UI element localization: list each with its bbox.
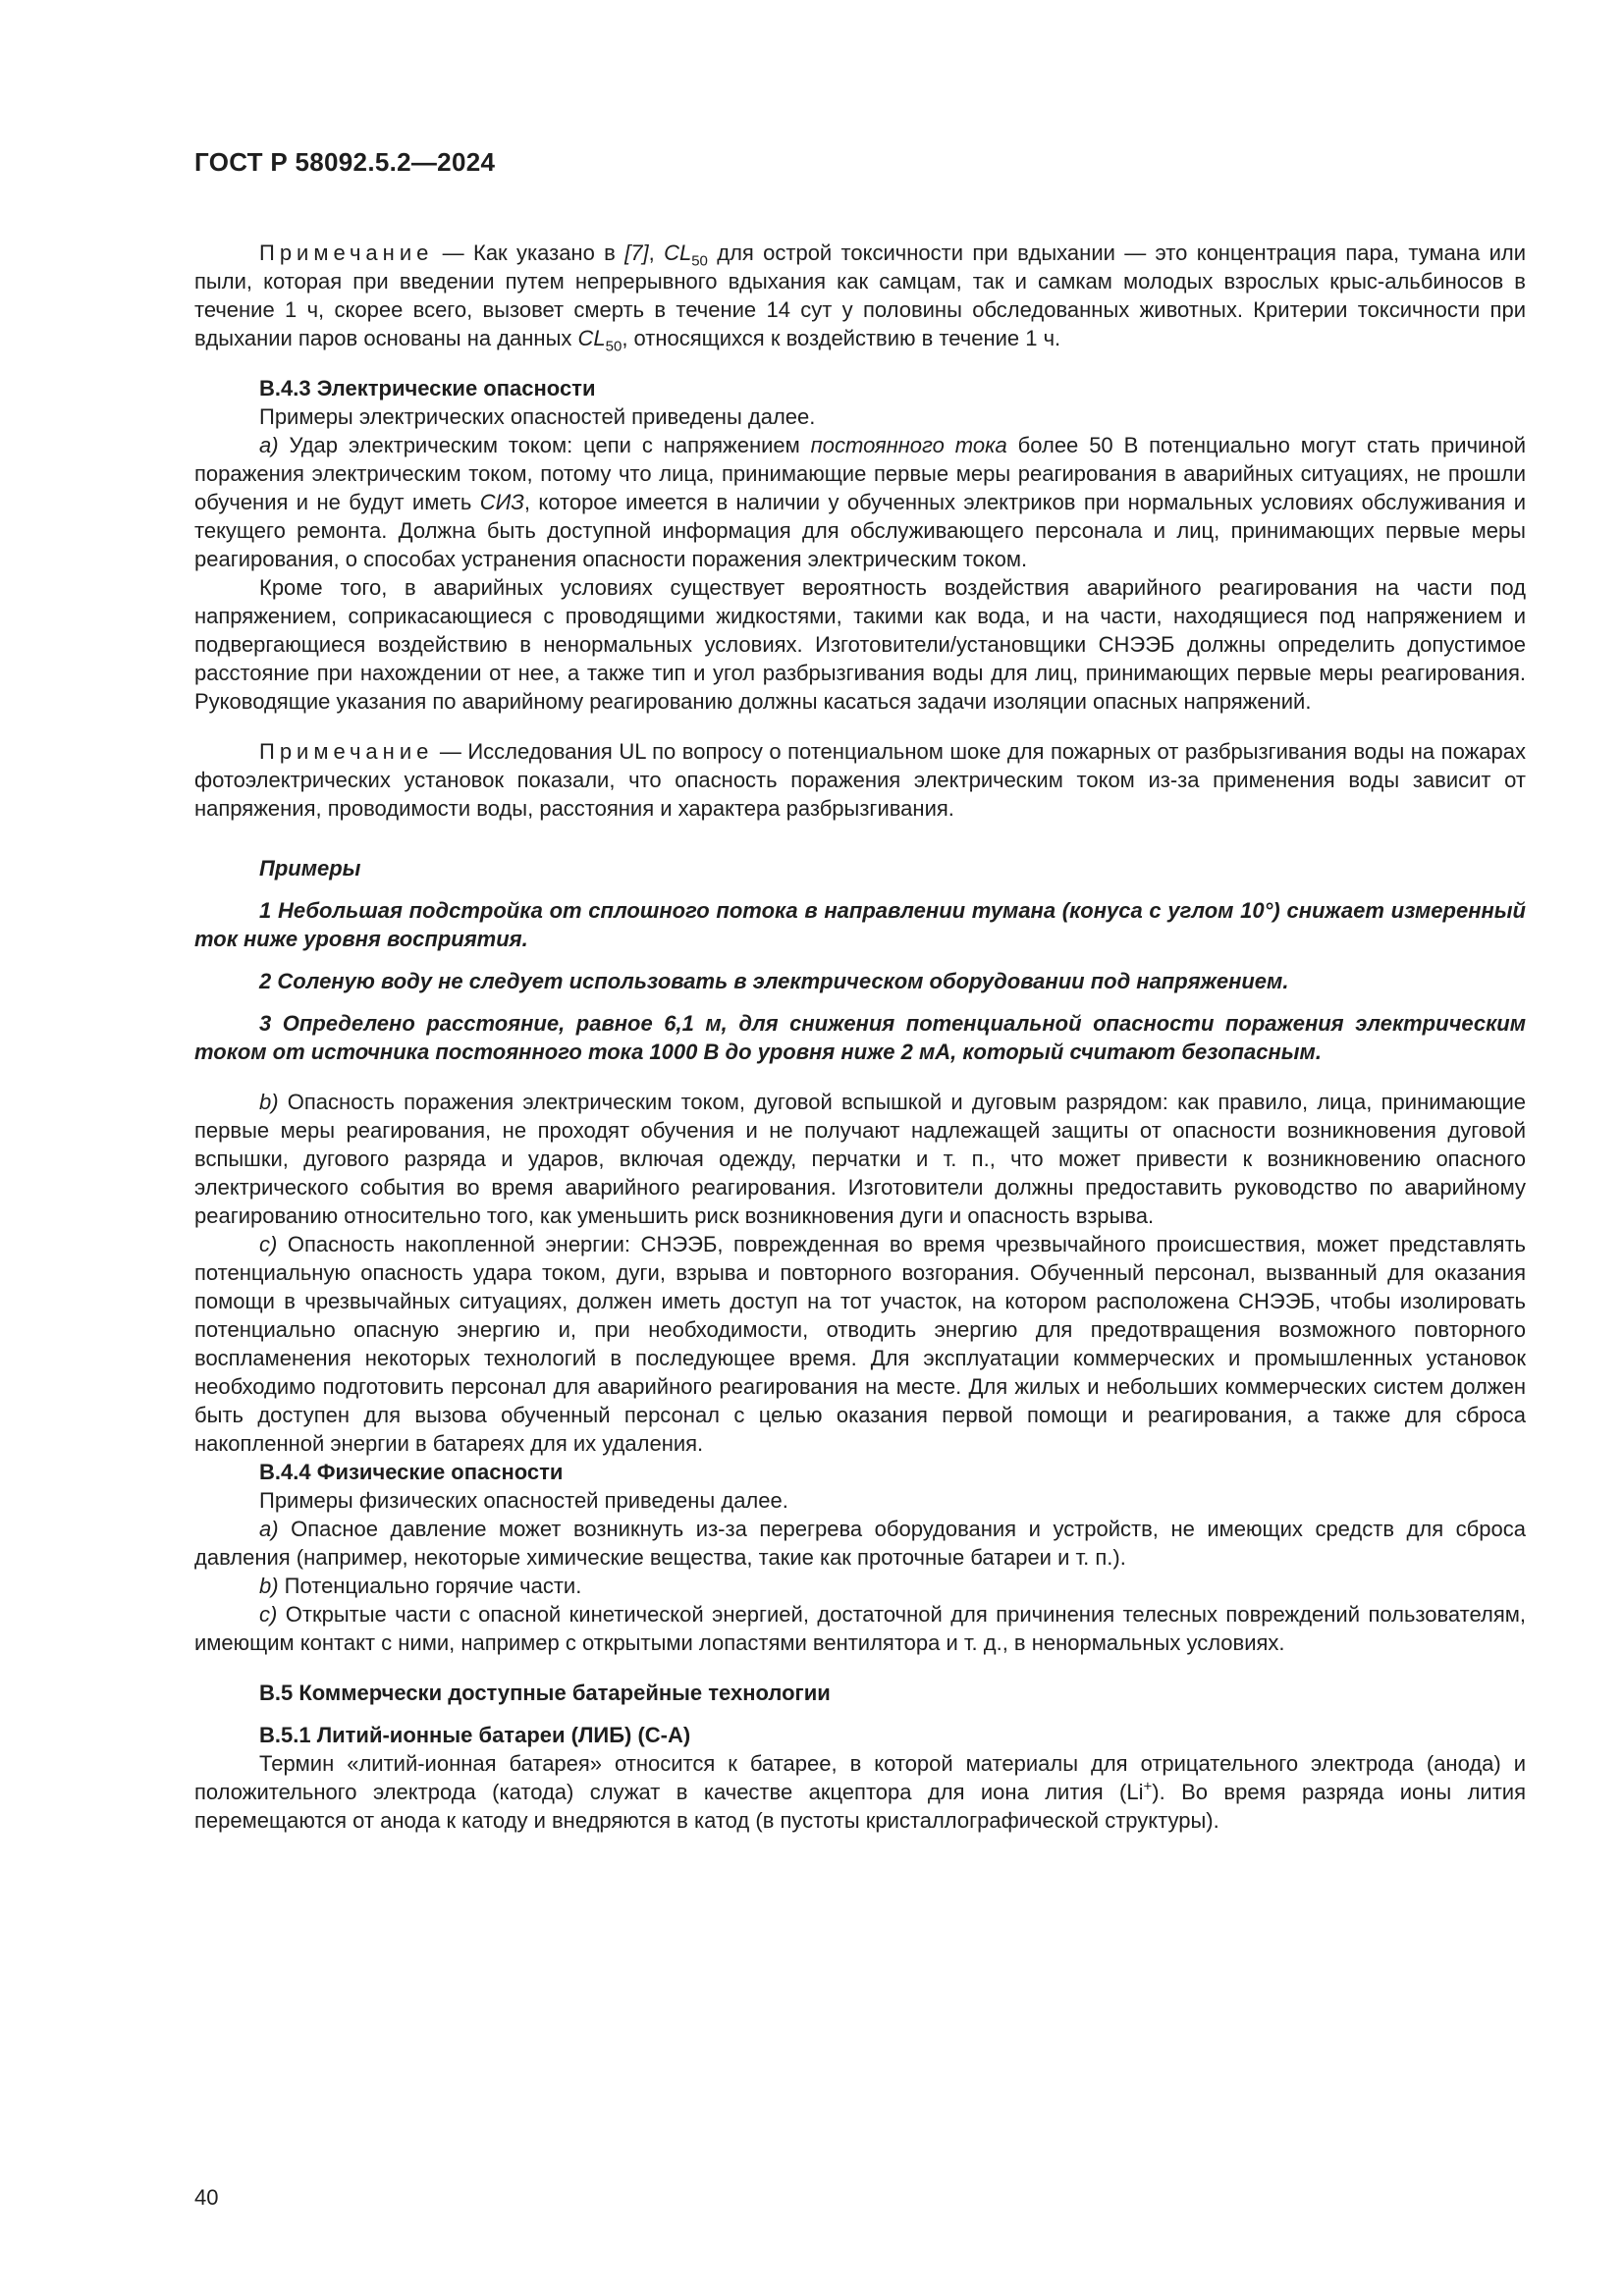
item-a-label: а) bbox=[259, 433, 279, 457]
item-c-label: c) bbox=[259, 1232, 278, 1256]
example-3: 3 Определено расстояние, равное 6,1 м, для снижения потенциальной опасности поражения электрическим током от источника постоянного тока 1000 В до уровня ниже 2 мА, который считают безопасным. bbox=[194, 1011, 1526, 1064]
section-b44-intro: Примеры физических опасностей приведены далее. bbox=[259, 1488, 788, 1513]
section-b44-item-c bbox=[194, 1600, 1526, 1657]
document-page bbox=[194, 147, 1526, 1835]
item-c-text: Опасность накопленной энергии: СНЭЭБ, поврежденная во время чрезвычайного происшествия, может представлять потенциальную опасность удара током, дуги, взрыва и повторного возгорания. Обученный персонал, вызванный для оказания помощи в чрезвычайных ситуациях, должен иметь доступ на тот участок, на котором расположена СНЭЭБ, чтобы изолировать потенциально опасную энергию и, при необходимости, отводить энергию для предотвращения возможного повторного воспламенения некоторых технологий в последующее время. Для эксплуатации коммерческих и промышленных установок необходимо подготовить персонал для аварийного реагирования на месте. Для жилых и небольших коммерческих систем должен быть доступен для вызова обученный персонал с целью оказания первой помощи и реагирования, а также для сброса накопленной энергии в батареях для их удаления. bbox=[194, 1232, 1526, 1456]
b51-sup: + bbox=[1143, 1778, 1153, 1795]
b44-b-label: b) bbox=[259, 1574, 279, 1598]
section-b43-item-a bbox=[194, 431, 1526, 573]
section-b51-title: В.5.1 Литий-ионные батареи (ЛИБ) (С-А) bbox=[259, 1723, 691, 1747]
section-b43-title: В.4.3 Электрические опасности bbox=[259, 376, 596, 400]
document-header: ГОСТ Р 58092.5.2—2024 bbox=[194, 147, 496, 177]
item-a-text-1: Удар электрическим током: цепи с напряжением bbox=[278, 433, 811, 457]
example-1: 1 Небольшая подстройка от сплошного потока в направлении тумана (конуса с углом 10°) снижает измеренный ток ниже уровня восприятия. bbox=[194, 898, 1526, 951]
example-2: 2 Соленую воду не следует использовать в электрическом оборудовании под напряжением. bbox=[259, 969, 1289, 993]
note-1-sub-2: 50 bbox=[605, 338, 623, 355]
b44-c-text: Открытые части с опасной кинетической энергией, достаточной для причинения телесных повреждений пользователям, имеющим контакт с ними, например с открытыми лопастями вентилятора и т. д., в ненормальных условиях. bbox=[194, 1602, 1526, 1655]
item-b-label: b) bbox=[259, 1090, 279, 1114]
b44-a-text: Опасное давление может возникнуть из-за перегрева оборудования и устройств, не имеющих средств для сброса давления (например, некоторые химические вещества, такие как проточные батареи и т. п.). bbox=[194, 1517, 1526, 1570]
section-b44-item-b bbox=[194, 1572, 1526, 1600]
note-1-sub: 50 bbox=[691, 252, 708, 270]
section-b43-intro: Примеры электрических опасностей приведены далее. bbox=[259, 404, 816, 429]
note-1-cl-2: CL bbox=[577, 326, 606, 350]
page-number: 40 bbox=[194, 2185, 219, 2210]
item-b-text: Опасность поражения электрическим током, дуговой вспышкой и дуговым разрядом: как правило, лица, принимающие первые меры реагирования, не проходят обучения и не получают надлежащей защиты от опасности возникновения дуговой вспышки, дугового разряда и ударов, включая одежду, перчатки и т. п., что может привести к возникновению опасного электрического события во время аварийного реагирования. Изготовители должны предоставить руководство по аварийному реагированию относительно того, как уменьшить риск возникновения дуги и опасность взрыва. bbox=[194, 1090, 1526, 1228]
note-2 bbox=[194, 737, 1526, 823]
b44-b-text: Потенциально горячие части. bbox=[278, 1574, 582, 1598]
item-c bbox=[194, 1230, 1526, 1458]
note-1-label: Примечание bbox=[259, 240, 434, 265]
section-b44-title: В.4.4 Физические опасности bbox=[259, 1460, 564, 1484]
section-b5-title: В.5 Коммерчески доступные батарейные технологии bbox=[259, 1681, 831, 1705]
note-1-text-d: , относящихся к воздействию в течение 1 ч. bbox=[622, 326, 1061, 350]
note-1-ref: [7] bbox=[624, 240, 649, 265]
note-1-cl: CL bbox=[664, 240, 692, 265]
item-a-italic-2: СИЗ bbox=[479, 490, 524, 514]
b44-a-label: а) bbox=[259, 1517, 279, 1541]
section-b51-text bbox=[194, 1749, 1526, 1835]
b51-text-a: Термин «литий-ионная батарея» относится к батарее, в которой материалы для отрицательного электрода (анода) и положительного электрода (катода) служат в качестве акцептора для иона лития (Li bbox=[194, 1751, 1526, 1804]
note-2-text: — Исследования UL по вопросу о потенциальном шоке для пожарных от разбрызгивания воды на пожарах фотоэлектрических установок показали, что опасность поражения электрическим током из-за применения воды зависит от напряжения, проводимости воды, расстояния и характера разбрызгивания. bbox=[194, 739, 1526, 821]
b44-c-label: c) bbox=[259, 1602, 278, 1627]
note-1 bbox=[194, 239, 1526, 355]
item-a-text-2: более 50 В потенциально могут стать причиной поражения электрическим током, потому что лица, принимающие первые меры реагирования в аварийных ситуациях, не прошли обучения и не будут иметь bbox=[194, 433, 1526, 514]
section-b43-para-2: Кроме того, в аварийных условиях существует вероятность воздействия аварийного реагирования на части под напряжением, соприкасающиеся с проводящими жидкостями, такими как вода, и на части, находящиеся под напряжением и подвергающиеся воздействию в ненормальных условиях. Изготовители/установщики СНЭЭБ должны определить допустимое расстояние при нахождении от нее, а также тип и угол разбрызгивания воды для лиц, принимающих первые меры реагирования. Руководящие указания по аварийному реагированию должны касаться задачи изоляции опасных напряжений. bbox=[194, 575, 1526, 714]
item-b bbox=[194, 1088, 1526, 1230]
note-1-text-b: , bbox=[648, 240, 665, 265]
b51-text-b: ). Во время разряда ионы лития перемещаются от анода к катоду и внедряются в катод (в пустоты кристаллографической структуры). bbox=[194, 1780, 1527, 1833]
note-1-text-c: для острой токсичности при вдыхании — это концентрация пара, тумана или пыли, которая при введении путем непрерывного вдыхания как самцам, так и самкам молодых взрослых крыс-альбиносов в течение 1 ч, скорее всего, вызовет смерть в течение 14 сут у половины обследованных животных. Критерии токсичности при вдыхании паров основаны на данных bbox=[194, 240, 1526, 350]
section-b44-item-a bbox=[194, 1515, 1526, 1572]
item-a-italic-1: постоянного тока bbox=[810, 433, 1007, 457]
item-a-text-3: , которое имеется в наличии у обученных электриков при нормальных условиях обслуживания и текущего ремонта. Должна быть доступной информация для обслуживающего персонала и лиц, принимающих первые меры реагирования, о способах устранения опасности поражения электрическим током. bbox=[194, 490, 1526, 571]
note-2-label: Примечание bbox=[259, 739, 434, 764]
note-1-text-a: — Как указано в bbox=[433, 240, 625, 265]
examples-title: Примеры bbox=[259, 856, 361, 881]
